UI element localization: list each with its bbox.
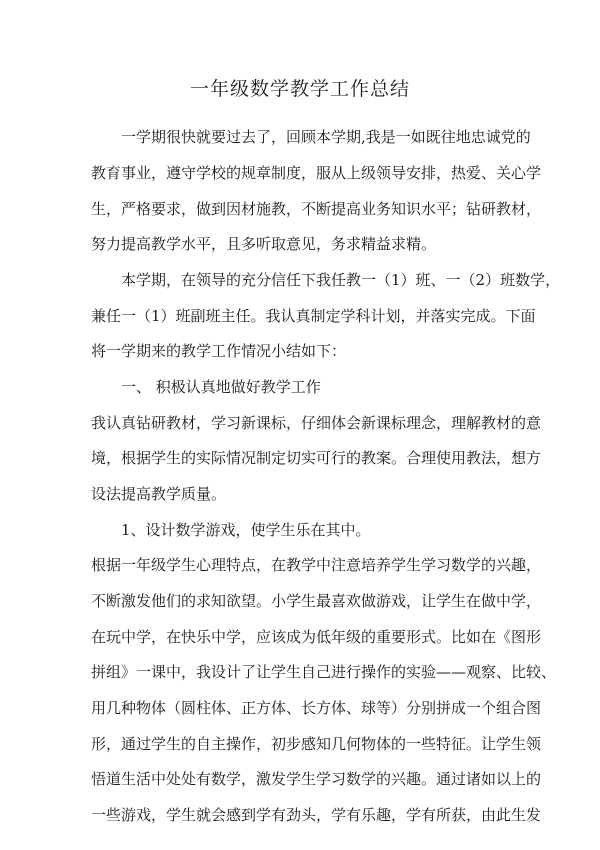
paragraph-line: 形，通过学生的自主操作，初步感知几何物体的一些特征。让学生领 — [91, 735, 542, 753]
paragraph-line: 在玩中学，在快乐中学，应该成为低年级的重要形式。比如在《图形 — [91, 628, 542, 646]
paragraph-line: 拼组》一课中，我设计了让学生自己进行操作的实验——观察、比较、 — [91, 663, 557, 681]
paragraph-line: 我认真钻研教材，学习新课标，仔细体会新课标理念，理解教材的意 — [91, 414, 542, 432]
paragraph-line: 用几种物体（圆柱体、正方体、长方体、球等）分别拼成一个组合图 — [91, 699, 542, 717]
paragraph-line: 一学期很快就要过去了，回顾本学期,我是一如既往地忠诚党的 — [121, 128, 531, 146]
paragraph-line: 本学期，在领导的充分信任下我任教一（1）班、一（2）班数学， — [121, 271, 561, 289]
paragraph-line: 努力提高教学水平，且多听取意见，务求精益求精。 — [91, 235, 437, 253]
paragraph-line: 境，根据学生的实际情况制定切实可行的教案。合理使用教法，想方 — [91, 449, 542, 467]
paragraph-line: 兼任一（1）班副班主任。我认真制定学科计划，并落实完成。下面 — [91, 307, 536, 325]
subsection-heading: 1、设计数学游戏，使学生乐在其中。 — [121, 521, 371, 539]
section-heading: 一、 积极认真地做好教学工作 — [121, 378, 321, 396]
paragraph-line: 根据一年级学生心理特点，在教学中注意培养学生学习数学的兴趣， — [91, 556, 542, 574]
paragraph-line: 将一学期来的教学工作情况小结如下： — [91, 342, 347, 360]
paragraph-line: 不断激发他们的求知欲望。小学生最喜欢做游戏，让学生在做中学， — [91, 592, 542, 610]
paragraph-line: 悟道生活中处处有数学，激发学生学习数学的兴趣。通过诸如以上的 — [91, 770, 542, 788]
paragraph-line: 生，严格要求，做到因材施教，不断提高业务知识水平；钻研教材， — [91, 200, 542, 218]
paragraph-line: 教育事业，遵守学校的规章制度，服从上级领导安排，热爱、关心学 — [91, 164, 542, 182]
paragraph-line: 设法提高教学质量。 — [91, 485, 227, 503]
paragraph-line: 一些游戏，学生就会感到学有劲头，学有乐趣，学有所获，由此生发 — [91, 806, 542, 824]
page-title: 一年级数学教学工作总结 — [189, 78, 410, 100]
